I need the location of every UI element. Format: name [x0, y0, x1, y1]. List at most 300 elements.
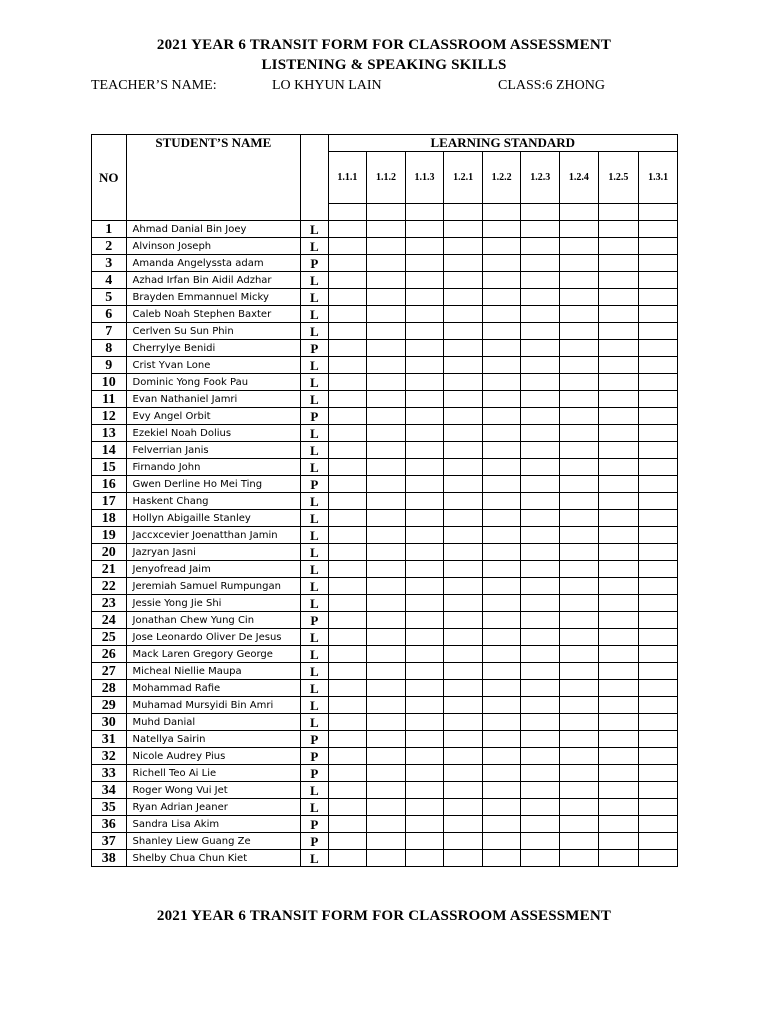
table-row [92, 731, 678, 748]
table-row [92, 459, 678, 476]
student-number: 38 [92, 850, 127, 867]
student-name: Mohammad Rafie [126, 680, 301, 697]
standard-cell [328, 680, 367, 697]
standard-cell [405, 680, 444, 697]
table-row [92, 663, 678, 680]
standard-cell [444, 391, 483, 408]
standard-cell [328, 272, 367, 289]
standard-cell [598, 714, 639, 731]
standard-cell [367, 289, 406, 306]
standard-cell [639, 527, 678, 544]
student-name: Evan Nathaniel Jamri [126, 391, 301, 408]
student-name: Roger Wong Vui Jet [126, 782, 301, 799]
standard-cell [560, 374, 599, 391]
standard-cell [405, 238, 444, 255]
student-number: 35 [92, 799, 127, 816]
student-grade: L [301, 799, 328, 816]
standard-cell [405, 544, 444, 561]
standard-cell [444, 748, 483, 765]
standard-cell [560, 850, 599, 867]
standard-cell [521, 374, 560, 391]
standard-cell [444, 833, 483, 850]
standard-cell [328, 748, 367, 765]
standard-cell [405, 408, 444, 425]
student-number: 31 [92, 731, 127, 748]
standard-cell [598, 306, 639, 323]
standard-cell [367, 323, 406, 340]
student-grade: L [301, 527, 328, 544]
student-grade: L [301, 646, 328, 663]
standard-cell [521, 561, 560, 578]
standard-cell [560, 799, 599, 816]
standard-cell [444, 680, 483, 697]
standard-cell [328, 323, 367, 340]
spacer-cell [521, 204, 560, 221]
standard-cell [367, 833, 406, 850]
standard-cell [444, 221, 483, 238]
student-grade: L [301, 459, 328, 476]
student-grade: L [301, 374, 328, 391]
standard-cell [560, 459, 599, 476]
student-number: 25 [92, 629, 127, 646]
student-grade: L [301, 714, 328, 731]
standard-cell [444, 612, 483, 629]
student-name: Ezekiel Noah Dolius [126, 425, 301, 442]
standard-cell [444, 595, 483, 612]
table-row [92, 782, 678, 799]
standard-cell [560, 731, 599, 748]
standard-cell [639, 493, 678, 510]
standard-cell [405, 476, 444, 493]
standard-cell [639, 782, 678, 799]
student-name: Alvinson Joseph [126, 238, 301, 255]
student-number: 14 [92, 442, 127, 459]
student-grade: L [301, 391, 328, 408]
standard-cell [405, 510, 444, 527]
standard-cell [405, 425, 444, 442]
standard-cell [444, 527, 483, 544]
student-grade: L [301, 782, 328, 799]
standard-cell [521, 476, 560, 493]
standard-cell [367, 629, 406, 646]
class-label: CLASS:6 ZHONG [498, 78, 605, 93]
standard-cell [482, 765, 521, 782]
standard-cell [367, 765, 406, 782]
standard-cell [560, 629, 599, 646]
student-number: 3 [92, 255, 127, 272]
standard-cell [521, 306, 560, 323]
standard-cell [560, 272, 599, 289]
standard-cell [639, 578, 678, 595]
standard-cell [444, 238, 483, 255]
standard-cell [482, 612, 521, 629]
spacer-cell [482, 204, 521, 221]
standard-cell [328, 391, 367, 408]
student-name: Jose Leonardo Oliver De Jesus [126, 629, 301, 646]
standard-cell [639, 459, 678, 476]
no-header: NO [92, 135, 127, 221]
standard-cell [444, 799, 483, 816]
standard-header: 1.2.1 [444, 152, 483, 204]
standard-cell [560, 510, 599, 527]
standard-cell [444, 357, 483, 374]
standard-cell [598, 850, 639, 867]
standard-cell [367, 238, 406, 255]
standard-cell [560, 493, 599, 510]
standard-cell [521, 289, 560, 306]
teacher-name: LO KHYUN LAIN [272, 78, 382, 93]
student-number: 7 [92, 323, 127, 340]
student-grade: L [301, 697, 328, 714]
standard-cell [328, 510, 367, 527]
table-row [92, 697, 678, 714]
student-name-header: STUDENT’S NAME [126, 135, 301, 221]
standard-cell [328, 646, 367, 663]
standard-cell [521, 697, 560, 714]
standard-cell [367, 476, 406, 493]
standard-cell [328, 442, 367, 459]
standard-cell [598, 765, 639, 782]
standard-cell [367, 527, 406, 544]
standard-cell [482, 697, 521, 714]
standard-cell [367, 459, 406, 476]
standard-cell [405, 833, 444, 850]
standard-cell [560, 748, 599, 765]
standard-cell [444, 714, 483, 731]
standard-cell [639, 850, 678, 867]
standard-cell [560, 323, 599, 340]
standard-cell [521, 748, 560, 765]
student-number: 37 [92, 833, 127, 850]
student-name: Haskent Chang [126, 493, 301, 510]
standard-cell [482, 340, 521, 357]
standard-cell [639, 697, 678, 714]
assessment-table [91, 134, 678, 867]
student-grade: L [301, 221, 328, 238]
standard-cell [405, 578, 444, 595]
standard-cell [405, 799, 444, 816]
standard-cell [328, 340, 367, 357]
standard-cell [367, 272, 406, 289]
student-number: 24 [92, 612, 127, 629]
standard-cell [405, 221, 444, 238]
student-grade: L [301, 357, 328, 374]
student-number: 5 [92, 289, 127, 306]
student-number: 17 [92, 493, 127, 510]
standard-cell [405, 527, 444, 544]
standard-cell [521, 510, 560, 527]
standard-cell [328, 782, 367, 799]
standard-cell [521, 731, 560, 748]
standard-cell [598, 510, 639, 527]
standard-cell [405, 289, 444, 306]
standard-cell [328, 238, 367, 255]
student-name: Firnando John [126, 459, 301, 476]
table-row [92, 680, 678, 697]
student-grade: L [301, 595, 328, 612]
student-name: Cherrylye Benidi [126, 340, 301, 357]
standard-cell [328, 731, 367, 748]
student-number: 30 [92, 714, 127, 731]
standard-cell [639, 289, 678, 306]
standard-cell [639, 816, 678, 833]
standard-cell [444, 510, 483, 527]
standard-cell [639, 714, 678, 731]
standard-cell [598, 748, 639, 765]
standard-cell [521, 833, 560, 850]
table-row [92, 476, 678, 493]
standard-cell [598, 374, 639, 391]
standard-cell [328, 306, 367, 323]
student-name: Caleb Noah Stephen Baxter [126, 306, 301, 323]
standard-cell [482, 527, 521, 544]
standard-cell [639, 323, 678, 340]
standard-cell [598, 561, 639, 578]
standard-cell [328, 612, 367, 629]
standard-cell [598, 663, 639, 680]
standard-cell [328, 595, 367, 612]
standard-cell [639, 595, 678, 612]
standard-cell [521, 765, 560, 782]
standard-cell [482, 850, 521, 867]
standard-cell [521, 850, 560, 867]
spacer-cell [598, 204, 639, 221]
table-row [92, 629, 678, 646]
student-grade: L [301, 238, 328, 255]
standard-cell [405, 595, 444, 612]
standard-cell [444, 663, 483, 680]
student-number: 22 [92, 578, 127, 595]
standard-header: 1.2.5 [598, 152, 639, 204]
student-number: 36 [92, 816, 127, 833]
standard-cell [482, 731, 521, 748]
standard-cell [639, 663, 678, 680]
standard-cell [482, 476, 521, 493]
standard-cell [521, 408, 560, 425]
student-grade: P [301, 748, 328, 765]
standard-cell [482, 578, 521, 595]
standard-cell [598, 595, 639, 612]
standard-cell [405, 748, 444, 765]
standard-cell [521, 782, 560, 799]
standard-cell [444, 561, 483, 578]
standard-cell [560, 289, 599, 306]
student-grade: L [301, 323, 328, 340]
standard-cell [444, 306, 483, 323]
standard-cell [639, 238, 678, 255]
standard-cell [482, 510, 521, 527]
student-grade: L [301, 850, 328, 867]
table-row [92, 748, 678, 765]
standard-cell [639, 646, 678, 663]
standard-cell [444, 782, 483, 799]
standard-cell [639, 510, 678, 527]
standard-cell [598, 816, 639, 833]
student-grade: P [301, 255, 328, 272]
standard-cell [639, 425, 678, 442]
standard-cell [521, 357, 560, 374]
form-title: 2021 YEAR 6 TRANSIT FORM FOR CLASSROOM ASSESSMENT [156, 37, 612, 53]
standard-cell [639, 476, 678, 493]
standard-cell [367, 782, 406, 799]
standard-cell [367, 748, 406, 765]
student-number: 10 [92, 374, 127, 391]
standard-cell [598, 629, 639, 646]
table-row [92, 799, 678, 816]
teacher-label: TEACHER’S NAME: [91, 78, 217, 93]
standard-cell [367, 816, 406, 833]
standard-cell [405, 272, 444, 289]
standard-cell [639, 442, 678, 459]
standard-cell [367, 595, 406, 612]
student-number: 6 [92, 306, 127, 323]
standard-cell [328, 578, 367, 595]
student-name: Brayden Emmannuel Micky [126, 289, 301, 306]
standard-cell [367, 714, 406, 731]
standard-cell [482, 714, 521, 731]
standard-cell [482, 221, 521, 238]
standard-cell [598, 323, 639, 340]
student-grade: L [301, 510, 328, 527]
student-grade: L [301, 561, 328, 578]
standard-cell [328, 408, 367, 425]
standard-cell [328, 221, 367, 238]
table-row [92, 357, 678, 374]
table-row [92, 816, 678, 833]
standard-cell [444, 340, 483, 357]
standard-cell [598, 646, 639, 663]
student-name: Jonathan Chew Yung Cin [126, 612, 301, 629]
standard-cell [482, 408, 521, 425]
student-grade: P [301, 340, 328, 357]
standard-cell [521, 527, 560, 544]
standard-cell [482, 306, 521, 323]
standard-cell [639, 612, 678, 629]
standard-cell [560, 765, 599, 782]
standard-cell [598, 425, 639, 442]
standard-cell [639, 561, 678, 578]
standard-cell [444, 578, 483, 595]
standard-cell [521, 323, 560, 340]
student-name: Evy Angel Orbit [126, 408, 301, 425]
standard-cell [367, 442, 406, 459]
standard-cell [521, 238, 560, 255]
standard-cell [405, 697, 444, 714]
standard-cell [521, 442, 560, 459]
standard-cell [482, 442, 521, 459]
standard-cell [367, 612, 406, 629]
student-name: Felverrian Janis [126, 442, 301, 459]
table-row [92, 833, 678, 850]
student-grade: L [301, 493, 328, 510]
table-row [92, 493, 678, 510]
standard-cell [367, 799, 406, 816]
student-number: 11 [92, 391, 127, 408]
standard-cell [367, 340, 406, 357]
standard-cell [328, 476, 367, 493]
standard-cell [405, 714, 444, 731]
student-name: Muhamad Mursyidi Bin Amri [126, 697, 301, 714]
standard-cell [367, 561, 406, 578]
standard-cell [560, 714, 599, 731]
standard-cell [405, 629, 444, 646]
standard-cell [560, 612, 599, 629]
standard-cell [444, 476, 483, 493]
spacer-cell [367, 204, 406, 221]
standard-cell [367, 510, 406, 527]
student-number: 2 [92, 238, 127, 255]
standard-cell [482, 493, 521, 510]
standard-cell [405, 561, 444, 578]
student-name: Shanley Liew Guang Ze [126, 833, 301, 850]
standard-cell [328, 663, 367, 680]
student-number: 26 [92, 646, 127, 663]
standard-cell [598, 731, 639, 748]
student-name: Mack Laren Gregory George [126, 646, 301, 663]
standard-cell [598, 272, 639, 289]
standard-cell [598, 442, 639, 459]
standard-cell [521, 544, 560, 561]
student-number: 19 [92, 527, 127, 544]
standard-cell [444, 816, 483, 833]
student-number: 1 [92, 221, 127, 238]
standard-header: 1.1.1 [328, 152, 367, 204]
standard-cell [444, 697, 483, 714]
standard-cell [598, 340, 639, 357]
standard-cell [560, 391, 599, 408]
standard-cell [367, 578, 406, 595]
standard-cell [328, 833, 367, 850]
standard-header: 1.1.2 [367, 152, 406, 204]
standard-cell [328, 697, 367, 714]
standard-cell [328, 561, 367, 578]
standard-cell [405, 340, 444, 357]
standard-header: 1.2.3 [521, 152, 560, 204]
student-name: Gwen Derline Ho Mei Ting [126, 476, 301, 493]
standard-cell [598, 459, 639, 476]
table-row [92, 510, 678, 527]
standard-cell [367, 850, 406, 867]
standard-cell [482, 425, 521, 442]
standard-cell [639, 680, 678, 697]
standard-cell [598, 578, 639, 595]
standard-cell [639, 748, 678, 765]
standard-cell [560, 425, 599, 442]
standard-cell [405, 782, 444, 799]
standard-cell [521, 612, 560, 629]
student-grade: L [301, 544, 328, 561]
standard-cell [444, 629, 483, 646]
table-row [92, 425, 678, 442]
standard-header: 1.2.4 [560, 152, 599, 204]
standard-cell [560, 595, 599, 612]
standard-cell [405, 323, 444, 340]
student-number: 32 [92, 748, 127, 765]
standard-cell [560, 340, 599, 357]
standard-cell [444, 493, 483, 510]
standard-cell [482, 289, 521, 306]
student-grade: P [301, 612, 328, 629]
student-name: Jeremiah Samuel Rumpungan [126, 578, 301, 595]
standard-cell [598, 391, 639, 408]
standard-cell [521, 629, 560, 646]
table-row [92, 612, 678, 629]
standard-cell [521, 663, 560, 680]
standard-cell [367, 306, 406, 323]
standard-cell [328, 374, 367, 391]
standard-cell [405, 442, 444, 459]
standard-cell [482, 459, 521, 476]
